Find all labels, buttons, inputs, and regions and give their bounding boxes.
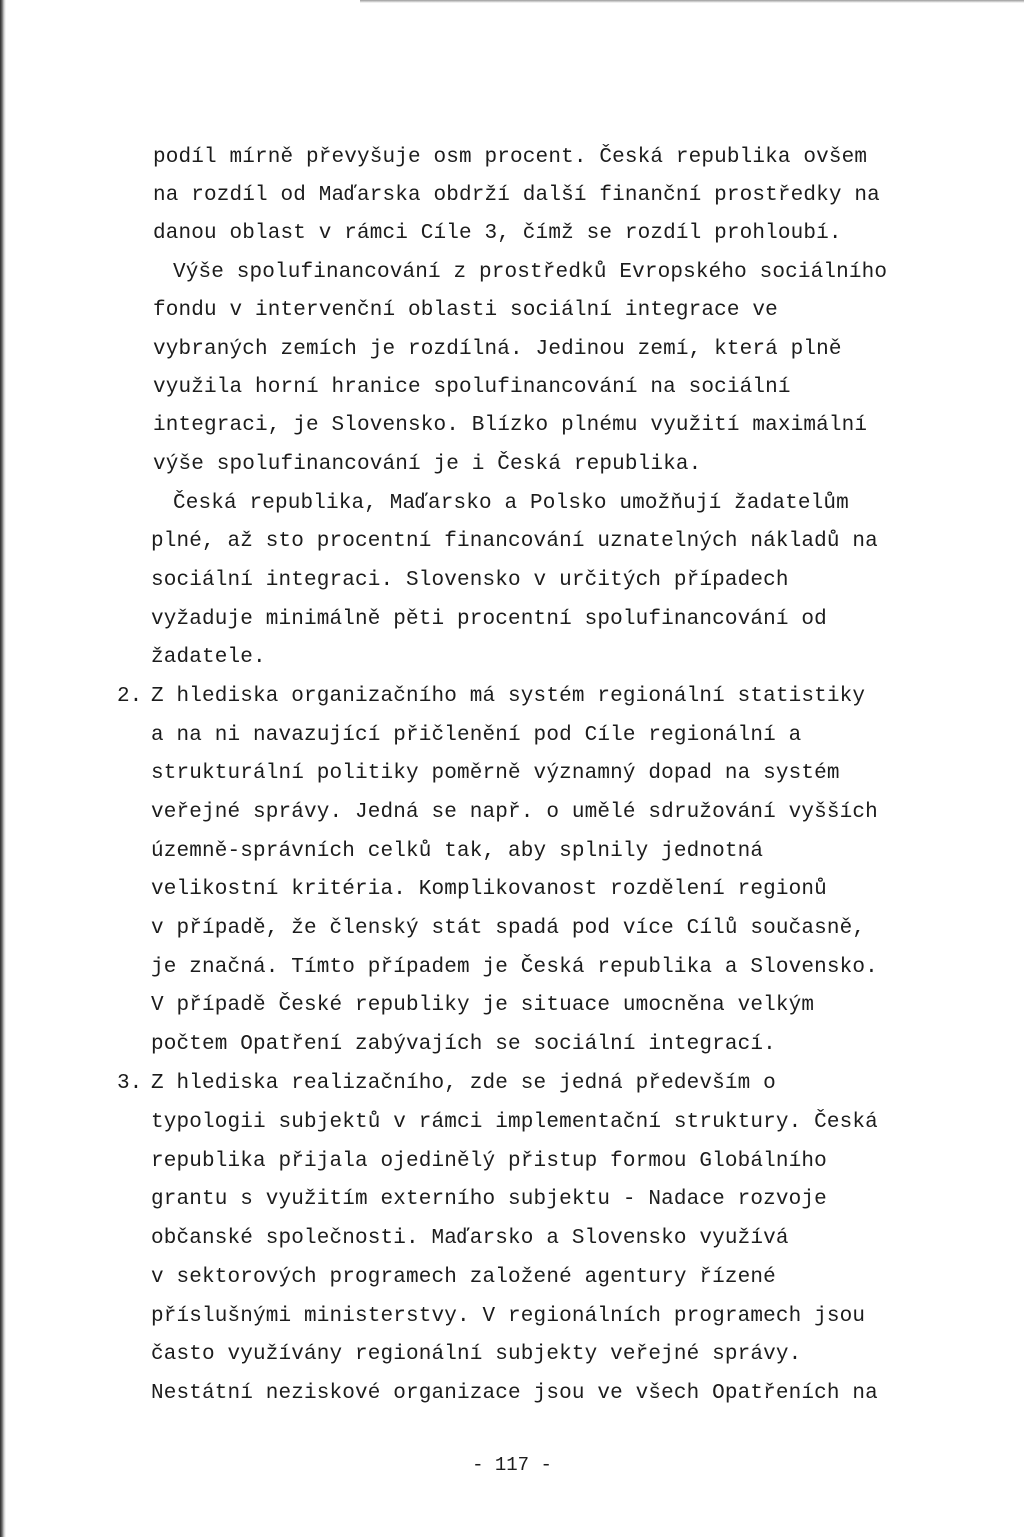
text-line: v případě, že členský stát spadá pod více Cílů současně, (151, 917, 866, 940)
text-line: vyžaduje minimálně pěti procentní spolufinancování od (151, 608, 827, 631)
text-line: sociální integraci. Slovensko v určitých případech (151, 569, 789, 592)
text-line: občanské společnosti. Maďarsko a Slovensko využívá (151, 1227, 789, 1250)
text-line: územně-správních celků tak, aby splnily jednotná (151, 840, 764, 863)
list-number: 3. (117, 1072, 143, 1095)
text-line: fondu v intervenční oblasti sociální integrace ve (153, 299, 778, 322)
text-line: vybraných zemích je rozdílná. Jedinou zemí, která plně (153, 338, 842, 361)
text-line: v sektorových programech založené agentury řízené (151, 1266, 776, 1289)
text-line: velikostní kritéria. Komplikovanost rozdělení regionů (151, 878, 827, 901)
text-line: strukturální politiky poměrně významný dopad na systém (151, 762, 840, 785)
text-line: V případě České republiky je situace umocněna velkým (151, 994, 815, 1017)
text-line: grantu s využitím externího subjektu - Nadace rozvoje (151, 1188, 827, 1211)
text-line: a na ni navazující přičlenění pod Cíle regionální a (151, 724, 802, 747)
text-line: integraci, je Slovensko. Blízko plnému využití maximální (153, 414, 868, 437)
text-line: výše spolufinancování je i Česká republika. (153, 453, 702, 476)
text-line: využila horní hranice spolufinancování na sociální (153, 376, 791, 399)
text-line: danou oblast v rámci Cíle 3, čímž se rozdíl prohloubí. (153, 222, 842, 245)
text-line: Výše spolufinancování z prostředků Evropského sociálního (173, 261, 888, 284)
text-line: na rozdíl od Maďarska obdrží další finanční prostředky na (153, 184, 880, 207)
list-number: 2. (117, 685, 143, 708)
text-line: Nestátní neziskové organizace jsou ve všech Opatřeních na (151, 1382, 878, 1405)
text-line: Z hlediska realizačního, zde se jedná především o (151, 1072, 776, 1095)
text-line: počtem Opatření zabývajích se sociální integrací. (151, 1033, 776, 1056)
text-line: je značná. Tímto případem je Česká republika a Slovensko. (151, 956, 878, 979)
text-line: republika přijala ojedinělý přistup formou Globálního (151, 1150, 827, 1173)
text-line: často využívány regionální subjekty veřejné správy. (151, 1343, 802, 1366)
text-line: příslušnými ministerstvy. V regionálních programech jsou (151, 1305, 866, 1328)
text-line: podíl mírně převyšuje osm procent. Česká republika ovšem (153, 146, 868, 169)
text-line: Z hlediska organizačního má systém regionální statistiky (151, 685, 866, 708)
text-line: žadatele. (151, 646, 266, 669)
text-line: Česká republika, Maďarsko a Polsko umožňují žadatelům (173, 492, 849, 515)
text-line: typologii subjektů v rámci implementační struktury. Česká (151, 1111, 878, 1134)
text-line: veřejné správy. Jedná se např. o umělé sdružování vyšších (151, 801, 878, 824)
text-line: plné, až sto procentní financování uznatelných nákladů na (151, 530, 878, 553)
page-number: - 117 - (472, 1454, 552, 1476)
